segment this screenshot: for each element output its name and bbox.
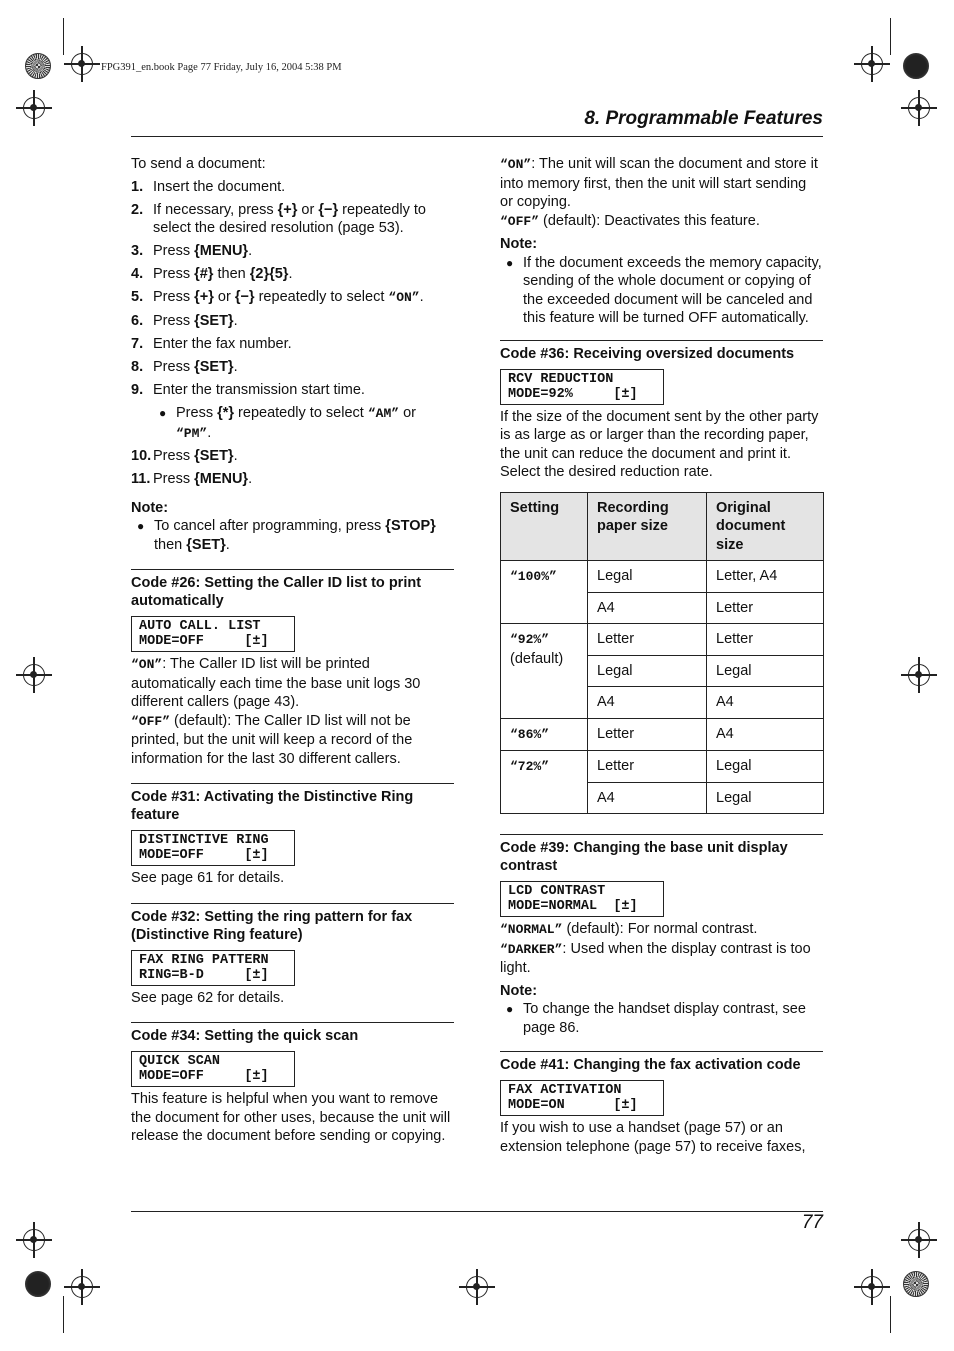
crosshair-mark-bottom-left xyxy=(71,1276,93,1298)
setting-cell xyxy=(501,624,588,719)
key-label: {SET} xyxy=(194,313,234,329)
right-column xyxy=(500,155,823,1156)
text-run: . xyxy=(233,359,238,375)
table-row xyxy=(501,624,824,656)
setting-value: “92%” xyxy=(510,632,550,647)
color-registration-mark-bottom-left xyxy=(25,1271,51,1297)
crop-line xyxy=(63,18,64,55)
display-option: “AM” xyxy=(367,406,400,421)
step-item xyxy=(131,265,454,284)
step-item xyxy=(131,358,454,377)
crosshair-mark-bottom-right xyxy=(861,1276,883,1298)
lcd-display-code39: LCD CONTRAST MODE=NORMAL [±] xyxy=(500,881,664,917)
note-label: Note: xyxy=(131,499,169,516)
step-number: 4. xyxy=(131,266,144,282)
table-cell: Letter xyxy=(588,718,707,751)
text-run: Press xyxy=(153,266,195,282)
step-item xyxy=(131,312,454,331)
section-title-code32: Code #32: Setting the ring pattern for fax (Distinctive Ring feature) xyxy=(131,903,454,944)
key-label: {SET} xyxy=(194,448,234,464)
step-item xyxy=(131,201,454,238)
section-title-code39: Code #39: Changing the base unit display contrast xyxy=(500,834,823,875)
text-run: or xyxy=(213,289,235,305)
text-run: Press xyxy=(153,289,195,305)
note-text: If the document exceeds the memory capacity, sending of the whole document or copying of the exceeded document will be canceled and this feature will be turned OFF automatically. xyxy=(523,254,822,326)
text-run: Press xyxy=(153,448,195,464)
key-label: {−} xyxy=(318,201,339,218)
code26-off-text: “OFF” (default): The Caller ID list will not be printed, but the unit will keep a record of the information for the last 30 different callers. xyxy=(131,712,413,767)
text-run: . xyxy=(225,536,230,553)
key-label: {SET} xyxy=(186,536,226,553)
crosshair-mark-top-right xyxy=(861,53,883,75)
code41-text: If you wish to use a handset (page 57) or an extension telephone (page 57) to receive faxes, xyxy=(500,1120,806,1155)
key-label: {#} xyxy=(194,266,214,282)
section-title-code36: Code #36: Receiving oversized documents xyxy=(500,340,823,363)
text-run: Press xyxy=(176,405,218,421)
text-run: . xyxy=(288,266,293,282)
key-label: {+} xyxy=(277,201,298,218)
step-item xyxy=(131,178,454,197)
lcd-display-code31: DISTINCTIVE RING MODE=OFF [±] xyxy=(131,830,295,866)
text-run: . xyxy=(207,424,212,441)
table-cell: A4 xyxy=(707,687,824,719)
bullet-icon: ● xyxy=(506,255,514,270)
header-rule xyxy=(131,136,823,137)
left-column xyxy=(131,155,454,1146)
step-item xyxy=(131,242,454,261)
table-cell: Legal xyxy=(707,782,824,814)
step-number: 5. xyxy=(131,289,144,305)
text-run: Enter the transmission start time. xyxy=(153,382,365,398)
table-cell: A4 xyxy=(588,592,707,624)
step-number: 3. xyxy=(131,243,144,259)
table-cell: Letter, A4 xyxy=(707,561,824,593)
crosshair-mark-bottom-center xyxy=(466,1276,488,1298)
step-number: 10. xyxy=(131,448,152,464)
crosshair-mark-top-left xyxy=(71,53,93,75)
reduction-table xyxy=(500,492,824,815)
table-header-row xyxy=(501,492,824,561)
table-cell: Letter xyxy=(588,751,707,783)
footer-rule xyxy=(131,1211,823,1212)
code34-on-text: “ON”: The unit will scan the document and store it into memory first, then the unit will start sending or copying. xyxy=(500,156,818,210)
text-run: repeatedly to select xyxy=(234,405,368,421)
setting-cell xyxy=(501,561,588,624)
crosshair-mark-right-middle xyxy=(908,664,930,686)
text-run: . xyxy=(233,448,238,464)
page-header: 8. Programmable Features xyxy=(584,108,823,129)
section-title-code34: Code #34: Setting the quick scan xyxy=(131,1022,454,1045)
step-number: 2. xyxy=(131,201,144,218)
note-item xyxy=(500,1000,823,1037)
setting-cell xyxy=(501,751,588,814)
step-number: 8. xyxy=(131,359,144,375)
table-header: Original document size xyxy=(707,492,824,561)
step-item xyxy=(131,447,454,466)
crop-line xyxy=(890,1296,891,1333)
text-run: Enter the fax number. xyxy=(153,336,292,352)
table-cell: Legal xyxy=(707,655,824,687)
table-cell: A4 xyxy=(588,687,707,719)
display-option: “PM” xyxy=(176,425,208,441)
text-run: . xyxy=(248,243,253,259)
intro-text: To send a document: xyxy=(131,156,266,172)
key-label: {*} xyxy=(217,405,235,421)
table-cell: Legal xyxy=(707,751,824,783)
table-cell: Legal xyxy=(588,655,707,687)
table-row xyxy=(501,561,824,593)
text-run: Press xyxy=(153,243,195,259)
text-run: repeatedly to select xyxy=(254,289,389,305)
text-run: Press xyxy=(153,313,195,329)
step-number: 9. xyxy=(131,382,144,398)
step-number: 7. xyxy=(131,336,144,352)
code32-text: See page 62 for details. xyxy=(131,989,285,1006)
lcd-display-code41: FAX ACTIVATION MODE=ON [±] xyxy=(500,1080,664,1116)
setting-value: “100%” xyxy=(510,569,557,584)
step-item xyxy=(131,288,454,308)
bullet-icon: ● xyxy=(137,519,145,533)
note-text: To change the handset display contrast, see page 86. xyxy=(523,1001,806,1036)
section-title-code26: Code #26: Setting the Caller ID list to print automatically xyxy=(131,569,454,610)
table-header: Setting xyxy=(501,492,588,561)
key-label: {2}{5} xyxy=(249,266,289,282)
crosshair-mark-right-upper xyxy=(908,97,930,119)
step-number: 11. xyxy=(131,471,151,487)
code31-text: See page 61 for details. xyxy=(131,870,285,886)
bullet-icon: ● xyxy=(159,406,167,420)
code34-off-text: “OFF” (default): Deactivates this feature. xyxy=(500,212,760,229)
note-item xyxy=(500,254,823,328)
lcd-display-code36: RCV REDUCTION MODE=92% [±] xyxy=(500,369,664,405)
lcd-display-code34: QUICK SCAN MODE=OFF [±] xyxy=(131,1051,295,1087)
text-run: repeatedly to select the desired resolution (page 53). xyxy=(153,201,426,236)
color-registration-mark-top-right xyxy=(903,53,929,79)
note-label: Note: xyxy=(500,236,538,252)
steps-list xyxy=(131,178,454,489)
lcd-display-code32: FAX RING PATTERN RING=B-D [±] xyxy=(131,950,295,986)
setting-cell xyxy=(501,718,588,751)
text-run: . xyxy=(419,289,424,305)
crosshair-mark-right-lower xyxy=(908,1229,930,1251)
section-title-code41: Code #41: Changing the fax activation code xyxy=(500,1051,823,1074)
table-cell: Letter xyxy=(707,592,824,624)
note-text xyxy=(154,518,436,553)
step-number: 1. xyxy=(131,178,144,195)
display-option: “ON” xyxy=(388,290,420,305)
step-sub-item xyxy=(153,404,454,443)
table-header: Recording paper size xyxy=(588,492,707,561)
key-label: {SET} xyxy=(194,359,234,375)
text-run: To cancel after programming, press xyxy=(154,518,386,534)
code39-darker-text: “DARKER”: Used when the display contrast is too light. xyxy=(500,940,811,976)
bullet-icon: ● xyxy=(506,1002,514,1016)
table-body xyxy=(501,561,824,814)
text-run: . xyxy=(233,313,238,329)
text-run: then xyxy=(213,266,250,282)
file-info: FPG391_en.book Page 77 Friday, July 16, 2004 5:38 PM xyxy=(101,62,342,73)
crop-line xyxy=(890,18,891,55)
code26-on-text: “ON”: The Caller ID list will be printed automatically each time the base unit logs 30 different callers (page 43). xyxy=(131,656,421,710)
text-run: If necessary, press xyxy=(153,201,278,218)
key-label: {−} xyxy=(234,289,255,305)
setting-value: “86%” xyxy=(510,726,550,742)
text-run: Press xyxy=(153,359,195,375)
color-registration-mark-top-left xyxy=(25,53,51,79)
setting-value: “72%” xyxy=(510,759,550,774)
section-title-code31: Code #31: Activating the Distinctive Ring feature xyxy=(131,783,454,824)
table-row xyxy=(501,718,824,751)
table-cell: A4 xyxy=(707,718,824,751)
step-item xyxy=(131,335,454,354)
code34-text: This feature is helpful when you want to remove the document for other uses, because the unit will release the document before sending or copying. xyxy=(131,1091,451,1144)
table-row xyxy=(501,751,824,783)
step-number: 6. xyxy=(131,313,144,329)
note-label: Note: xyxy=(500,982,538,999)
color-registration-mark-bottom-right xyxy=(903,1271,929,1297)
key-label: {+} xyxy=(194,289,214,305)
text-run: or xyxy=(399,405,416,421)
text-run: Press xyxy=(153,471,195,487)
code39-normal-text: “NORMAL” (default): For normal contrast. xyxy=(500,921,758,937)
step-item xyxy=(131,381,454,400)
page-number: 77 xyxy=(801,1212,823,1233)
text-run: . xyxy=(248,471,253,487)
table-cell: Letter xyxy=(588,624,707,656)
crosshair-mark-left-middle xyxy=(23,664,45,686)
setting-default-label: (default) xyxy=(510,650,564,667)
key-label: {MENU} xyxy=(194,471,249,487)
note-item xyxy=(131,517,454,554)
step-item xyxy=(131,470,454,489)
crop-line xyxy=(63,1296,64,1333)
table-cell: Legal xyxy=(588,561,707,593)
lcd-display-code26: AUTO CALL. LIST MODE=OFF [±] xyxy=(131,616,295,652)
crosshair-mark-left-lower xyxy=(23,1229,45,1251)
table-cell: A4 xyxy=(588,782,707,814)
key-label: {STOP} xyxy=(385,518,436,534)
text-run: or xyxy=(297,201,319,218)
crosshair-mark-left-upper xyxy=(23,97,45,119)
text-run: Insert the document. xyxy=(153,178,286,195)
code36-text: If the size of the document sent by the other party is as large as or larger than the recording paper, the unit can reduce the document and print it. Select the desired reduction rate. xyxy=(500,408,819,480)
table-cell: Letter xyxy=(707,624,824,656)
text-run: then xyxy=(154,536,187,553)
key-label: {MENU} xyxy=(194,243,249,259)
